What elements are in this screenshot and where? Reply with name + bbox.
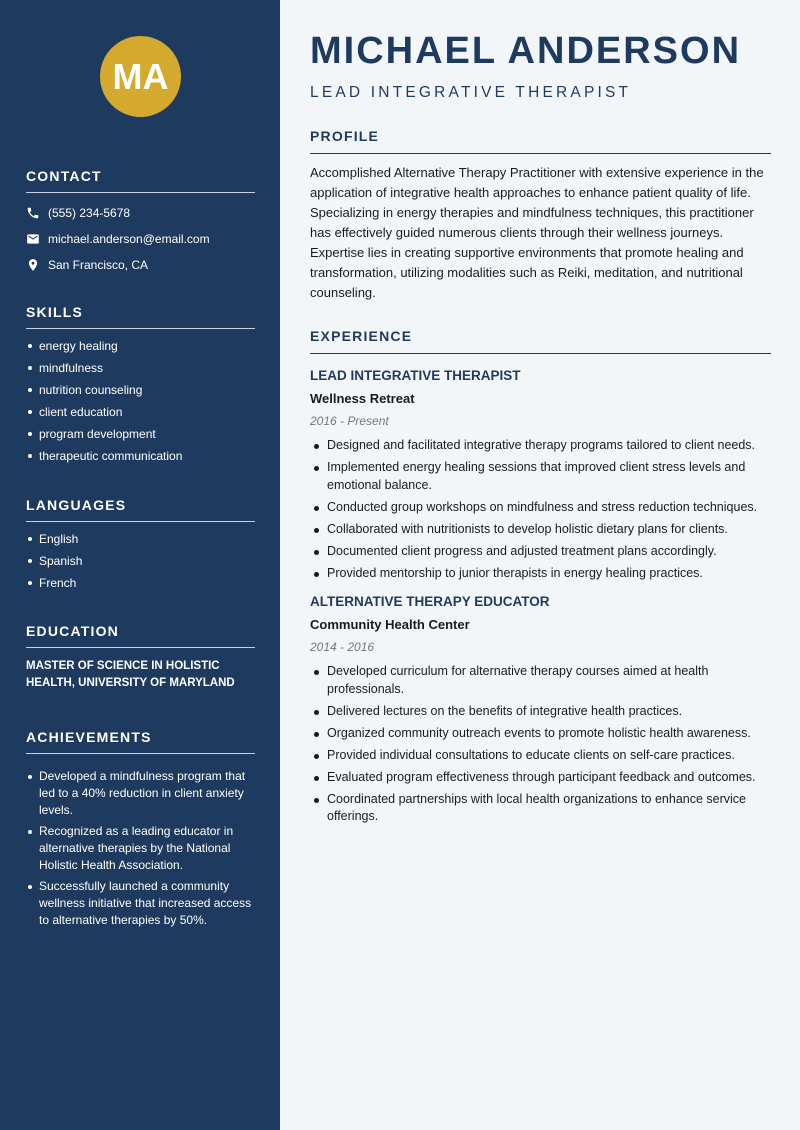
job-bullet: Conducted group workshops on mindfulness and stress reduction techniques. — [310, 499, 771, 517]
skills-list — [26, 339, 255, 463]
job-bullet: Delivered lectures on the benefits of integrative health practices. — [310, 703, 771, 721]
sidebar — [0, 0, 280, 1130]
skill-item: nutrition counseling — [26, 383, 255, 397]
job-company: Community Health Center — [310, 617, 470, 632]
job-bullet: Provided individual consultations to educate clients on self-care practices. — [310, 747, 771, 765]
phone-text[interactable]: (555) 234-5678 — [48, 206, 131, 220]
mail-icon — [26, 232, 40, 246]
job-dates: 2016 - Present — [310, 414, 389, 428]
job-bullet: Documented client progress and adjusted treatment plans accordingly. — [310, 543, 771, 561]
job-bullet: Collaborated with nutritionists to develop holistic dietary plans for clients. — [310, 521, 771, 539]
job-entry — [310, 594, 771, 826]
profile-section — [310, 128, 771, 303]
job-entry — [310, 368, 771, 582]
education-section — [26, 623, 255, 692]
languages-heading: LANGUAGES — [26, 497, 255, 522]
contact-section — [26, 168, 255, 273]
location-text: San Francisco, CA — [48, 258, 149, 272]
job-bullet: Designed and facilitated integrative therapy programs tailored to client needs. — [310, 437, 771, 455]
job-bullet: Implemented energy healing sessions that improved client stress levels and emotional balance. — [310, 459, 771, 494]
location-pin-icon — [26, 258, 40, 272]
skill-item: client education — [26, 405, 255, 419]
skills-heading: SKILLS — [26, 304, 255, 329]
contact-location — [26, 257, 255, 273]
achievement-item: Successfully launched a community wellness initiative that increased access to alternative therapies by 50%. — [26, 878, 255, 929]
experience-heading: EXPERIENCE — [310, 328, 771, 354]
profile-text: Accomplished Alternative Therapy Practitioner with extensive experience in the application of integrative health approaches to enhance patient quality of life. Specializing in energy therapies and mindfulness techniques, this practitioner has effectively guided numerous clients through their wellness journeys. Expertise lies in creating supportive environments that promote healing and transformation, utilizing modalities such as Reiki, meditation, and nutritional counseling. — [310, 165, 764, 300]
contact-heading: CONTACT — [26, 168, 255, 193]
skill-item: program development — [26, 427, 255, 441]
education-degree: MASTER OF SCIENCE IN HOLISTIC HEALTH, UNIVERSITY OF MARYLAND — [26, 660, 235, 689]
phone-icon — [26, 206, 40, 220]
profile-heading: PROFILE — [310, 128, 771, 154]
job-bullet: Organized community outreach events to promote holistic health awareness. — [310, 725, 771, 743]
achievement-item: Recognized as a leading educator in alternative therapies by the National Holistic Health Association. — [26, 823, 255, 874]
contact-phone — [26, 205, 255, 221]
skill-item: therapeutic communication — [26, 449, 255, 463]
candidate-role: LEAD INTEGRATIVE THERAPIST — [310, 84, 632, 101]
experience-section — [310, 328, 771, 830]
skill-item: energy healing — [26, 339, 255, 353]
contact-email — [26, 231, 255, 247]
job-bullet: Developed curriculum for alternative therapy courses aimed at health professionals. — [310, 663, 771, 698]
achievement-item: Developed a mindfulness program that led to a 40% reduction in client anxiety levels. — [26, 768, 255, 819]
candidate-name: MICHAEL ANDERSON — [310, 30, 742, 72]
language-item: English — [26, 532, 255, 546]
avatar: MA — [100, 36, 181, 117]
education-heading: EDUCATION — [26, 623, 255, 648]
language-item: Spanish — [26, 554, 255, 568]
job-dates: 2014 - 2016 — [310, 640, 375, 654]
job-title: LEAD INTEGRATIVE THERAPIST — [310, 368, 521, 383]
achievements-section — [26, 729, 255, 933]
email-text[interactable]: michael.anderson@email.com — [48, 232, 210, 246]
job-company: Wellness Retreat — [310, 391, 415, 406]
languages-list — [26, 532, 255, 590]
job-bullet: Coordinated partnerships with local health organizations to enhance service offerings. — [310, 791, 771, 826]
job-title: ALTERNATIVE THERAPY EDUCATOR — [310, 594, 550, 609]
skill-item: mindfulness — [26, 361, 255, 375]
job-bullet: Evaluated program effectiveness through participant feedback and outcomes. — [310, 769, 771, 787]
language-item: French — [26, 576, 255, 590]
languages-section — [26, 497, 255, 598]
achievements-heading: ACHIEVEMENTS — [26, 729, 255, 754]
skills-section — [26, 304, 255, 471]
job-bullets — [310, 663, 771, 826]
job-bullet: Provided mentorship to junior therapists in energy healing practices. — [310, 565, 771, 583]
job-bullets — [310, 437, 771, 582]
achievements-list — [26, 768, 255, 929]
